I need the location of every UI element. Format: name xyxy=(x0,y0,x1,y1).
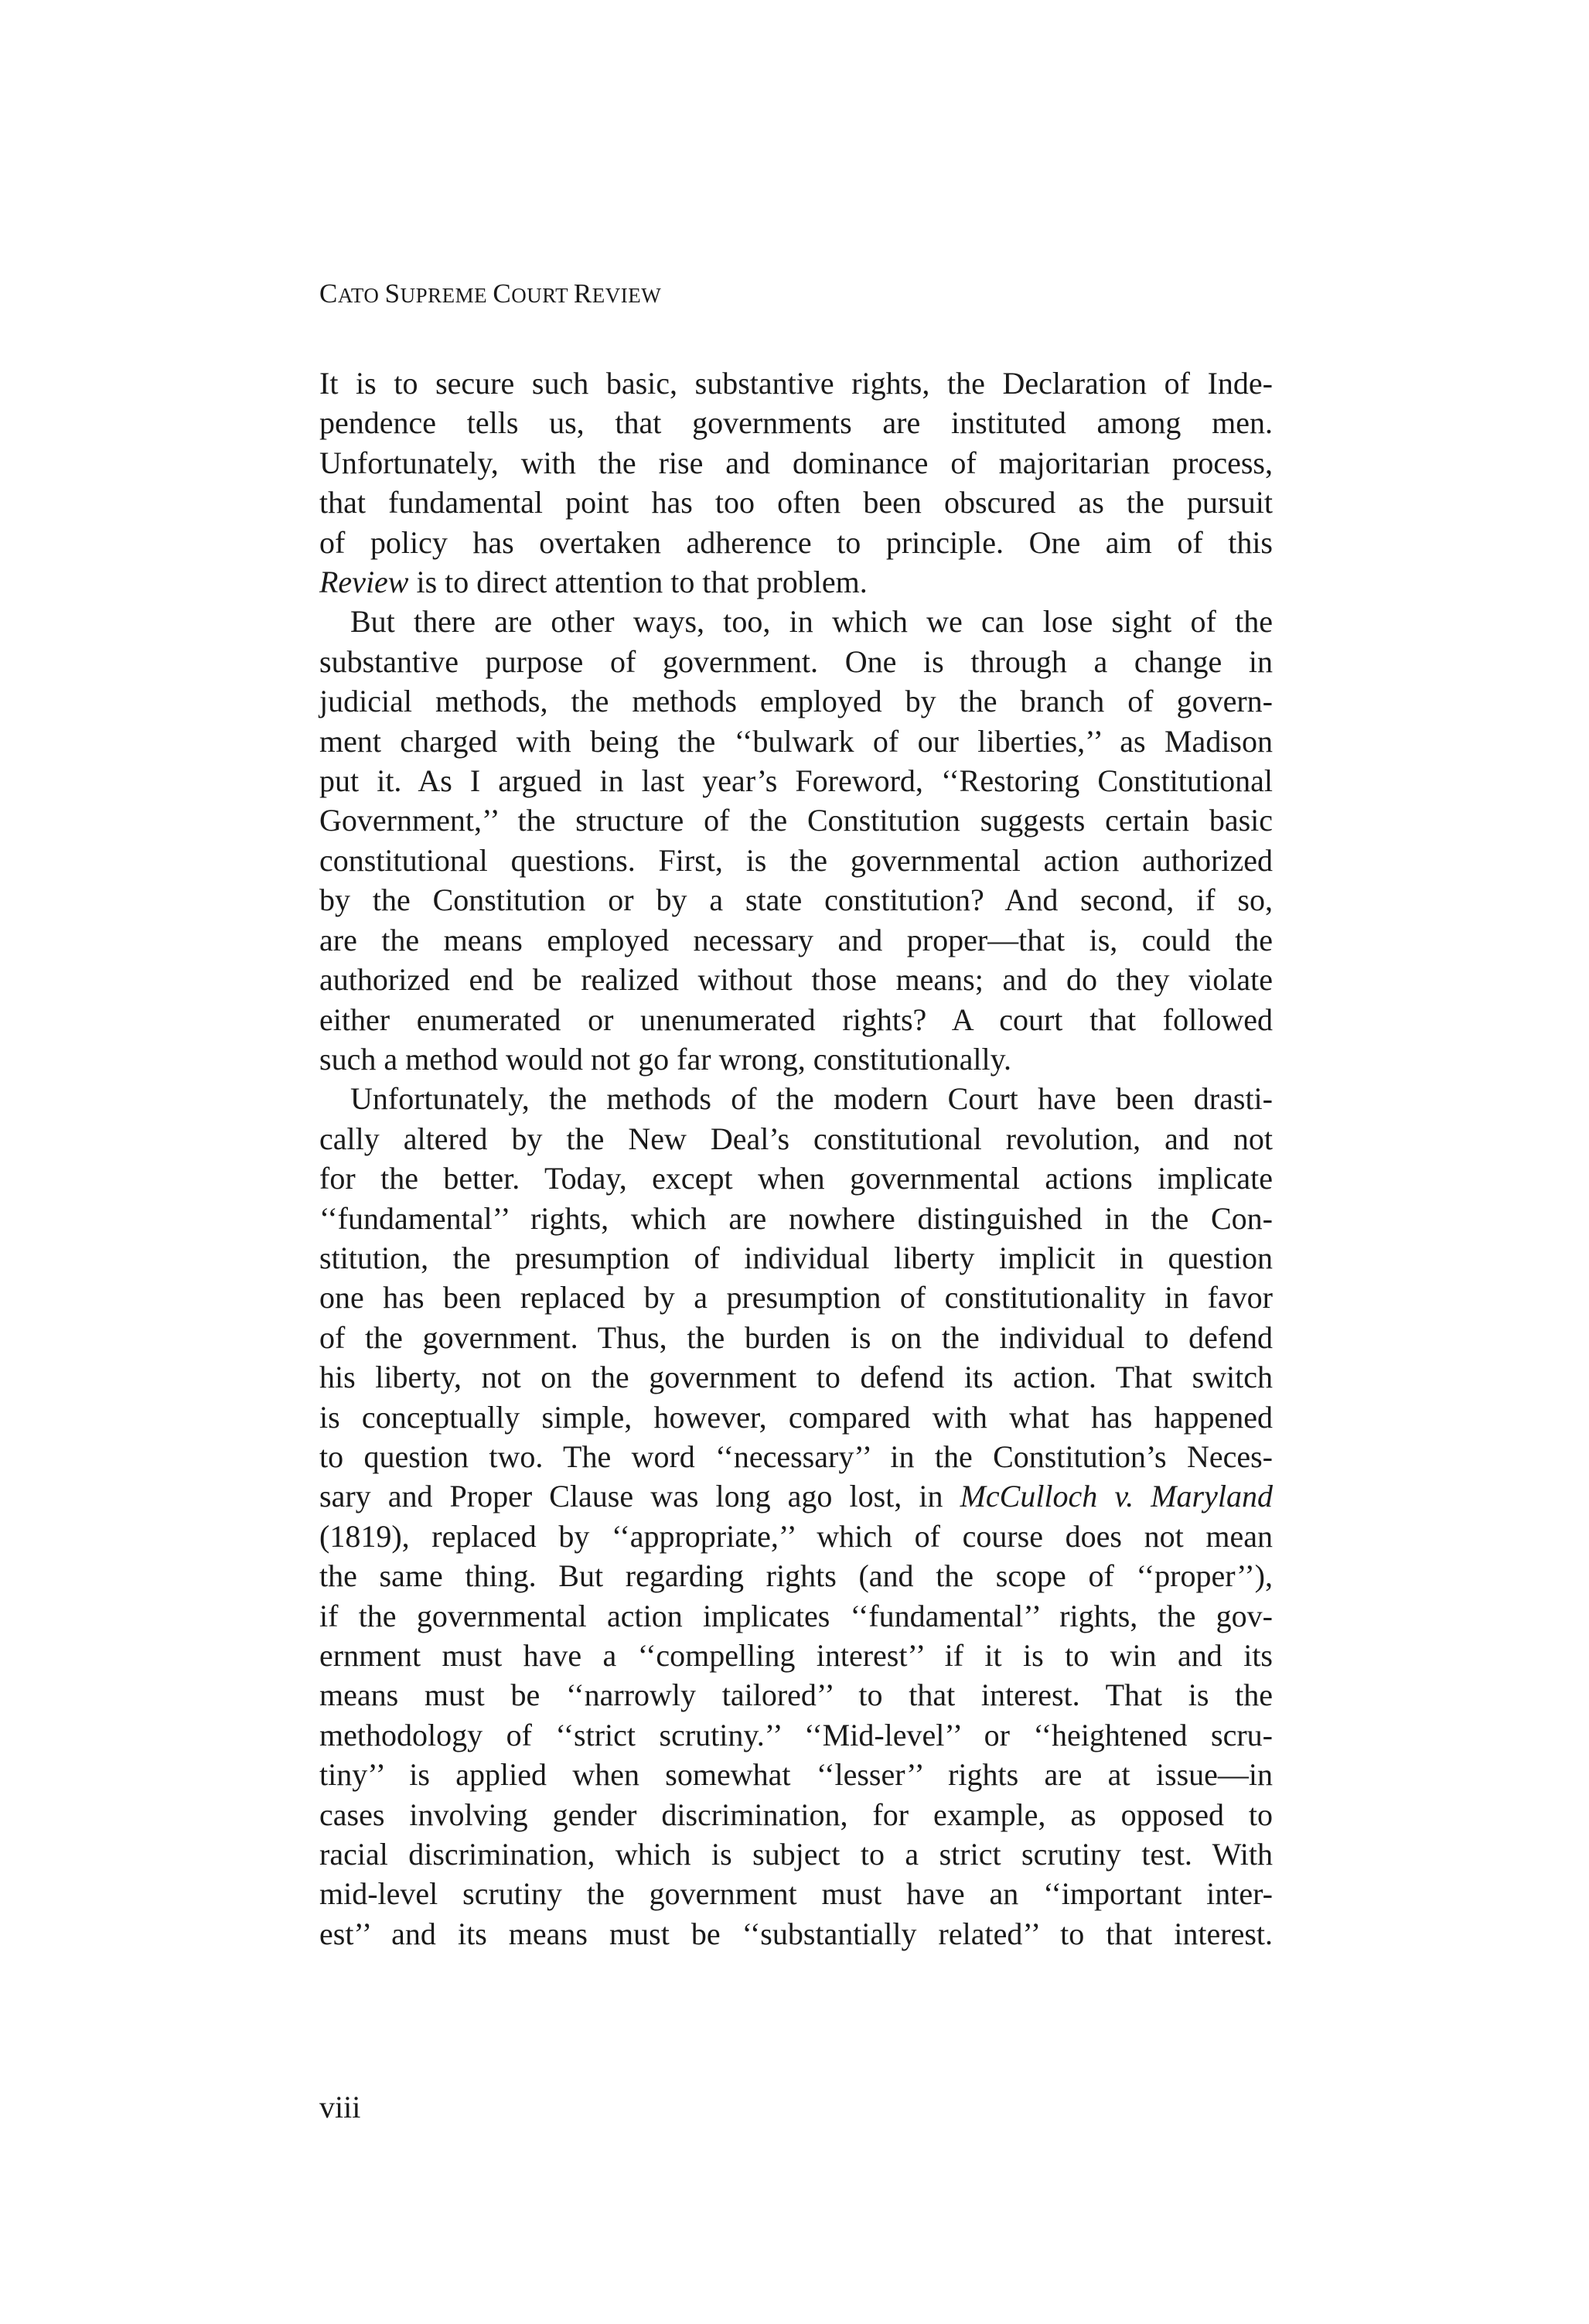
text-run: stitution, the presumption of individual liberty implicit in question xyxy=(319,1240,1273,1275)
text-run: by the Constitution or by a state constitution? And second, if so, xyxy=(319,882,1273,918)
text-line xyxy=(319,841,1273,880)
text-line xyxy=(319,1000,1273,1039)
text-run: Government,’’ the structure of the Constitution suggests certain basic xyxy=(319,803,1273,838)
running-head-initial: R xyxy=(573,278,592,309)
text-run: cases involving gender discrimination, for example, as opposed to xyxy=(319,1797,1273,1832)
text-run: cally altered by the New Deal’s constitutional revolution, and not xyxy=(319,1121,1273,1156)
running-head-initial: S xyxy=(384,278,401,309)
text-run: means must be ‘‘narrowly tailored’’ to that interest. That is the xyxy=(319,1677,1273,1713)
running-head-smallcaps: UPREME xyxy=(400,284,493,307)
text-line xyxy=(319,1278,1273,1317)
text-run: the same thing. But regarding rights (and the scope of ‘‘proper’’), xyxy=(319,1558,1273,1594)
text-line xyxy=(319,1834,1273,1874)
text-run: is to direct attention to that problem. xyxy=(408,565,868,600)
text-line xyxy=(319,1397,1273,1437)
running-head xyxy=(319,280,661,307)
text-line xyxy=(319,562,1273,602)
text-line xyxy=(319,1596,1273,1636)
running-head-smallcaps: EVIEW xyxy=(592,284,662,307)
running-head-smallcaps: OURT xyxy=(511,284,574,307)
paragraph xyxy=(319,1079,1273,1954)
text-run: substantive purpose of government. One is through a change in xyxy=(319,643,1273,679)
paragraph xyxy=(319,363,1273,602)
text-run: to question two. The word ‘‘necessary’’ in the Constitution’s Neces- xyxy=(319,1438,1273,1474)
text-line xyxy=(319,1079,1273,1118)
text-line xyxy=(319,483,1273,522)
text-run: tiny’’ is applied when somewhat ‘‘lesser’’ rights are at issue—in xyxy=(319,1757,1273,1793)
paragraph xyxy=(319,602,1273,1079)
text-line xyxy=(319,1755,1273,1794)
text-run: of policy has overtaken adherence to principle. One aim of this xyxy=(319,524,1273,560)
text-line xyxy=(319,880,1273,920)
text-line xyxy=(319,1556,1273,1595)
text-line xyxy=(319,1318,1273,1357)
text-run: put it. As I argued in last year’s Foreword, ‘‘Restoring Constitutional xyxy=(319,763,1273,799)
text-run: pendence tells us, that governments are instituted among men. xyxy=(319,405,1273,441)
text-run: est’’ and its means must be ‘‘substantially related’’ to that interest. xyxy=(319,1916,1273,1951)
text-line xyxy=(319,1874,1273,1913)
text-run: Unfortunately, with the rise and dominance of majoritarian process, xyxy=(319,445,1273,480)
text-run: one has been replaced by a presumption of constitutionality in favor xyxy=(319,1280,1273,1316)
text-line xyxy=(319,1119,1273,1159)
body-text xyxy=(319,363,1273,1954)
text-line xyxy=(319,1476,1273,1516)
text-run: But there are other ways, too, in which we can lose sight of the xyxy=(350,604,1273,640)
text-run: either enumerated or unenumerated rights? A court that followed xyxy=(319,1002,1273,1037)
running-head-smallcaps: ATO xyxy=(337,284,385,307)
text-run: sary and Proper Clause was long ago lost, in xyxy=(319,1479,960,1514)
text-line xyxy=(319,523,1273,562)
text-run: judicial methods, the methods employed by the branch of govern- xyxy=(319,684,1273,719)
page-number: viii xyxy=(319,2090,361,2124)
text-run: ‘‘fundamental’’ rights, which are nowhere distinguished in the Con- xyxy=(319,1200,1273,1236)
text-line xyxy=(319,1159,1273,1198)
text-line xyxy=(319,443,1273,483)
text-run: ernment must have a ‘‘compelling interest’’ if it is to win and its xyxy=(319,1638,1273,1673)
text-line xyxy=(319,1238,1273,1278)
text-run: It is to secure such basic, substantive rights, the Declaration of Inde- xyxy=(319,366,1273,401)
text-run: that fundamental point has too often been obscured as the pursuit xyxy=(319,485,1273,520)
italic-text: Review xyxy=(319,565,409,600)
text-line xyxy=(319,1039,1273,1079)
text-run: if the governmental action implicates ‘‘fundamental’’ rights, the gov- xyxy=(319,1598,1273,1633)
text-run: authorized end be realized without those means; and do they violate xyxy=(319,962,1273,998)
text-line xyxy=(319,363,1273,403)
text-line xyxy=(319,1914,1273,1954)
text-line xyxy=(319,1795,1273,1834)
text-run: racial discrimination, which is subject to a strict scrutiny test. With xyxy=(319,1837,1273,1872)
text-line xyxy=(319,602,1273,641)
text-run: for the better. Today, except when governmental actions implicate xyxy=(319,1161,1273,1196)
text-run: such a method would not go far wrong, constitutionally. xyxy=(319,1041,1012,1077)
text-line xyxy=(319,1715,1273,1755)
text-line xyxy=(319,920,1273,960)
text-line xyxy=(319,681,1273,721)
text-run: methodology of ‘‘strict scrutiny.’’ ‘‘Mid-level’’ or ‘‘heightened scru- xyxy=(319,1717,1273,1752)
text-run: ment charged with being the ‘‘bulwark of our liberties,’’ as Madison xyxy=(319,723,1273,759)
text-line xyxy=(319,722,1273,761)
running-head-initial: C xyxy=(493,278,512,309)
text-line xyxy=(319,1437,1273,1476)
italic-text: McCulloch v. Maryland xyxy=(960,1479,1273,1514)
text-line xyxy=(319,1517,1273,1556)
text-line xyxy=(319,403,1273,442)
text-run: (1819), replaced by ‘‘appropriate,’’ which of course does not mean xyxy=(319,1518,1273,1554)
text-line xyxy=(319,960,1273,999)
running-head-initial: C xyxy=(319,278,338,309)
text-run: are the means employed necessary and proper—that is, could the xyxy=(319,922,1273,957)
text-line xyxy=(319,1636,1273,1675)
text-run: constitutional questions. First, is the governmental action authorized xyxy=(319,842,1273,878)
text-line xyxy=(319,1199,1273,1238)
text-run: his liberty, not on the government to defend its action. That switch xyxy=(319,1360,1273,1395)
text-run: is conceptually simple, however, compared with what has happened xyxy=(319,1399,1273,1435)
text-line xyxy=(319,800,1273,840)
text-run: of the government. Thus, the burden is on the individual to defend xyxy=(319,1319,1273,1355)
text-run: Unfortunately, the methods of the modern Court have been drasti- xyxy=(350,1081,1273,1117)
text-run: mid-level scrutiny the government must have an ‘‘important inter- xyxy=(319,1876,1273,1912)
text-line xyxy=(319,1357,1273,1397)
text-line xyxy=(319,761,1273,800)
text-line xyxy=(319,642,1273,681)
text-line xyxy=(319,1675,1273,1715)
